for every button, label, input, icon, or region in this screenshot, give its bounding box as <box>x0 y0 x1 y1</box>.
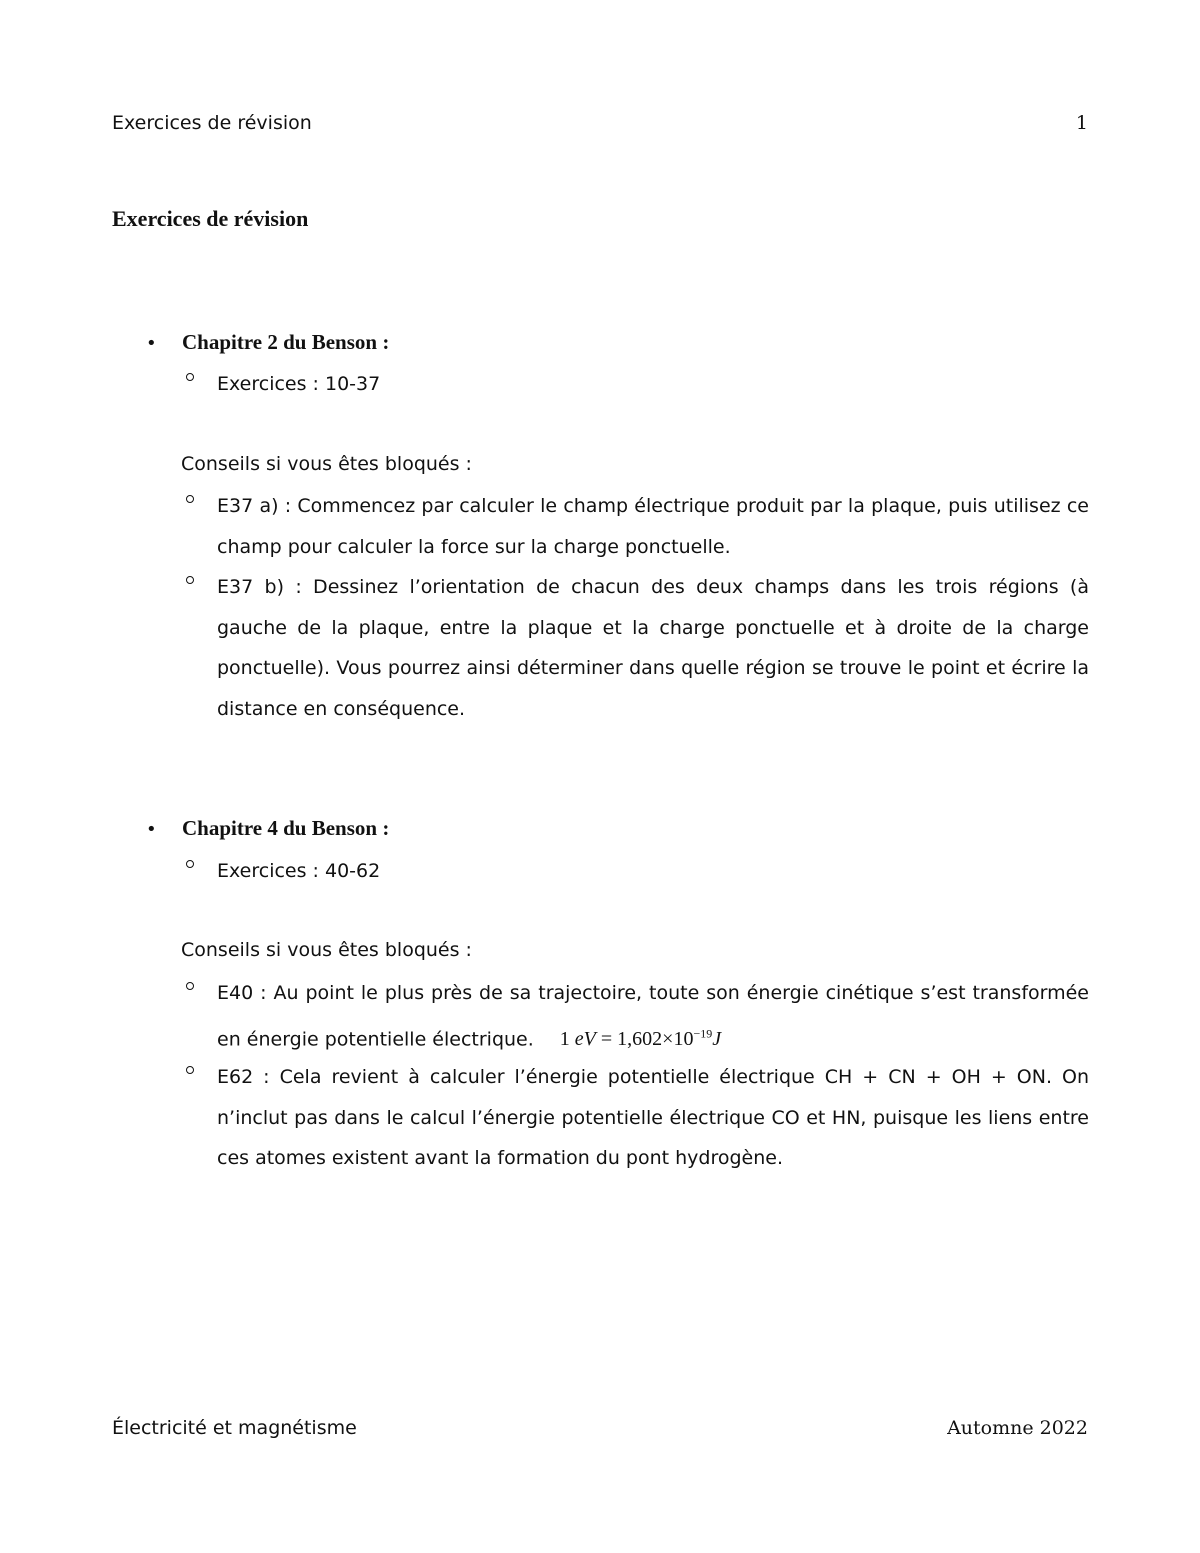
exercise-range-item <box>186 851 1089 892</box>
tip-text: E37 a) : Commencez par calculer le champ électrique produit par la plaque, puis utilisez ce champ pour calculer la force sur la charge ponctuelle. <box>217 495 1089 558</box>
exercise-range: Exercices : 40-62 <box>217 860 381 882</box>
circle-bullet-icon <box>186 982 194 990</box>
formula-number: 1 <box>559 1028 570 1051</box>
tips-heading: Conseils si vous êtes bloqués : <box>181 939 472 961</box>
tip-item <box>186 1057 1089 1179</box>
tips-heading: Conseils si vous êtes bloqués : <box>181 453 472 475</box>
tip-item <box>186 973 1089 1060</box>
circle-bullet-icon <box>186 1066 194 1074</box>
formula-exponent: −19 <box>693 1026 713 1041</box>
footer-course: Électricité et magnétisme <box>112 1417 357 1439</box>
chapter-4-heading <box>146 816 389 841</box>
formula-equals: = <box>600 1028 613 1051</box>
tip-text <box>217 973 1089 1060</box>
chapter-2-heading <box>146 330 389 355</box>
tip-text: E62 : Cela revient à calculer l’énergie potentielle électrique CH + CN + OH + ON. On n’inclut pas dans le calcul l’énergie potentielle électrique CO et HN, puisque les liens entre ces atomes existent avant la formation du pont hydrogène. <box>217 1066 1089 1169</box>
circle-bullet-icon <box>186 576 194 584</box>
document-title: Exercices de révision <box>112 206 309 231</box>
page-number: 1 <box>1075 112 1088 134</box>
electron-volt-formula <box>560 1028 721 1050</box>
circle-bullet-icon <box>186 373 194 381</box>
circle-bullet-icon <box>186 860 194 868</box>
formula-mantissa: 1,602×10 <box>617 1028 694 1051</box>
tip-text-content: E40 : Au point le plus près de sa trajectoire, toute son énergie cinétique s’est transformée en énergie potentielle électrique. <box>217 982 1089 1051</box>
tip-item <box>186 486 1089 567</box>
bullet-icon: • <box>146 333 157 354</box>
chapter-title: Chapitre 4 du Benson : <box>182 816 390 840</box>
footer-term: Automne 2022 <box>947 1417 1088 1439</box>
chapter-title: Chapitre 2 du Benson : <box>182 330 390 354</box>
tip-item <box>186 567 1089 729</box>
formula-unit-ev: eV <box>574 1028 596 1051</box>
bullet-icon: • <box>146 819 157 840</box>
exercise-range-item <box>186 364 1089 405</box>
running-header-title: Exercices de révision <box>112 112 312 134</box>
exercise-range: Exercices : 10-37 <box>217 373 381 395</box>
tip-text: E37 b) : Dessinez l’orientation de chacun des deux champs dans les trois régions (à gauche de la plaque, entre la plaque et la charge ponctuelle et à droite de la charge ponctuelle). Vous pourrez ainsi déterminer dans quelle région se trouve le point et écrire la distance en conséquence. <box>217 576 1089 720</box>
formula-unit-joule: J <box>712 1028 722 1051</box>
circle-bullet-icon <box>186 495 194 503</box>
